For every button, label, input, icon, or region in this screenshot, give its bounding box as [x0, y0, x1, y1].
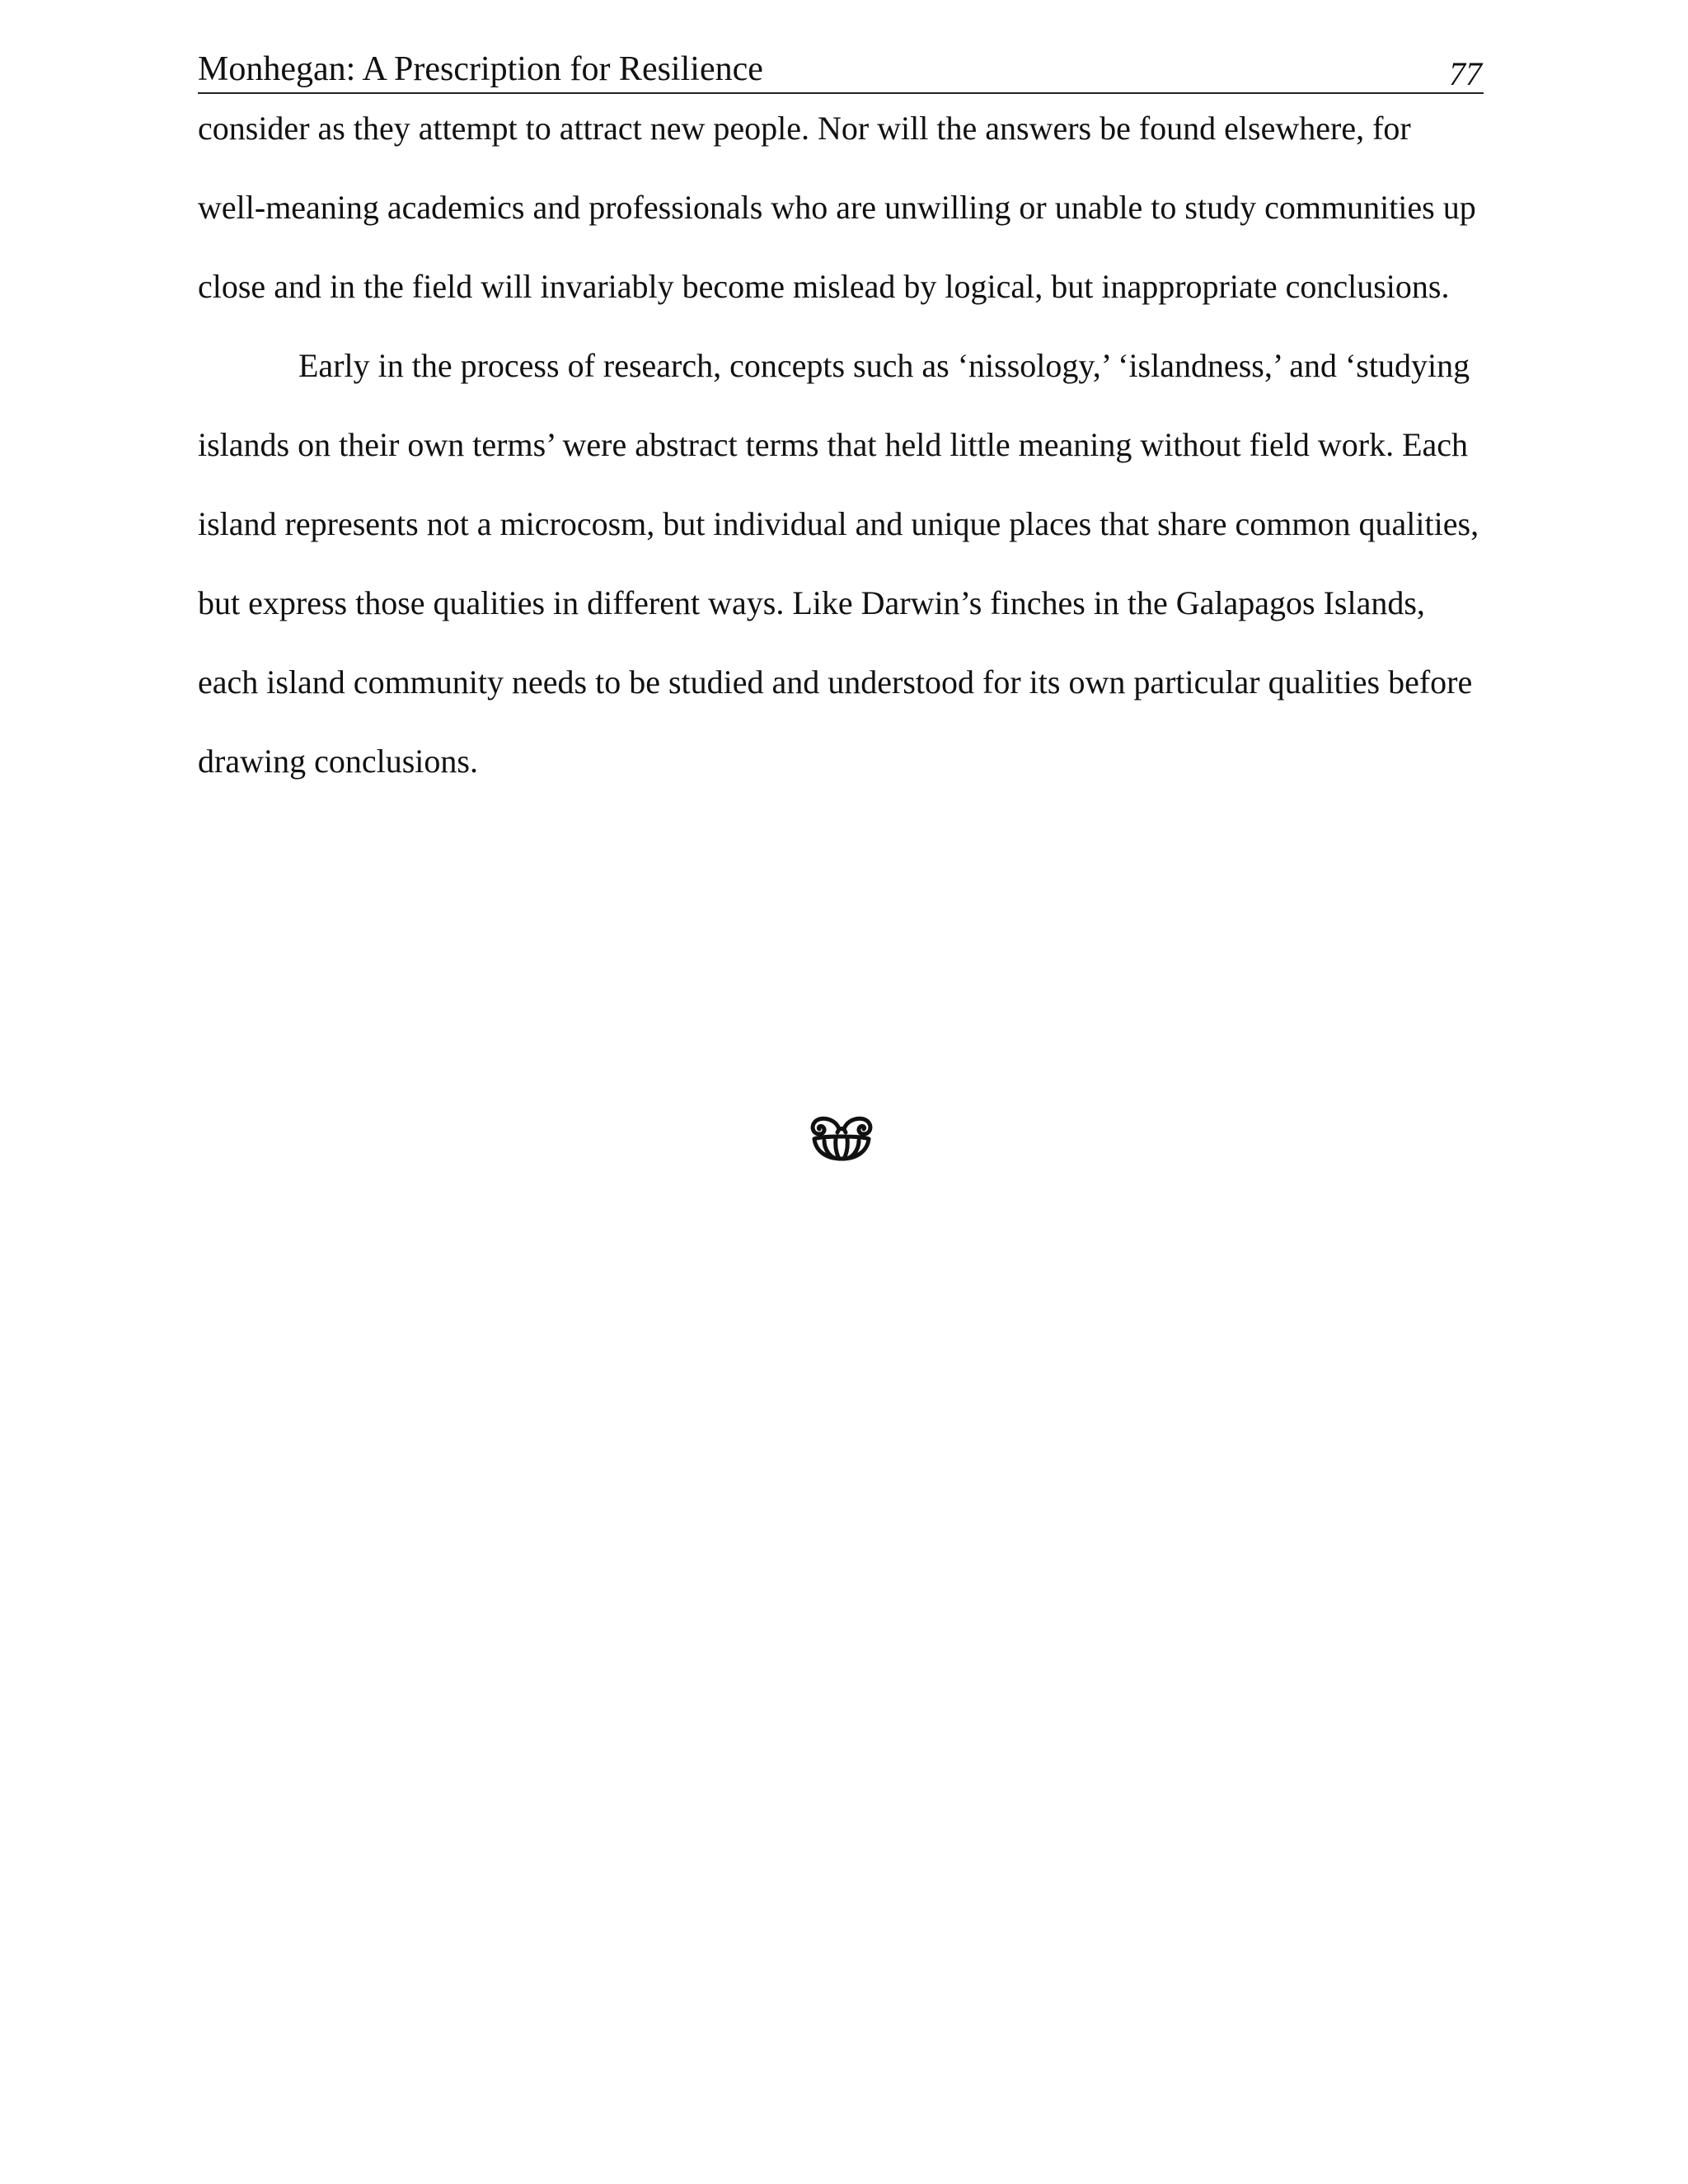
- text-line: close and in the field will invariably become mislead by logical, but inappropriate conclusions.: [198, 268, 1450, 305]
- running-title: Monhegan: A Prescription for Resilience: [198, 50, 763, 88]
- text-line: well-meaning academics and professionals who are unwilling or unable to study communities up: [198, 189, 1476, 226]
- text-line: islands on their own terms’ were abstract terms that held little meaning without field work. Each: [198, 426, 1469, 463]
- text-line: but express those qualities in different ways. Like Darwin’s finches in the Galapagos Islands,: [198, 584, 1425, 621]
- text-line: Early in the process of research, concepts such as ‘nissology,’ ‘islandness,’ and ‘studying: [298, 347, 1470, 384]
- text-line: drawing conclusions.: [198, 743, 478, 780]
- text-line: each island community needs to be studied and understood for its own particular qualities before: [198, 663, 1473, 701]
- text-line: island represents not a microcosm, but individual and unique places that share common qualities,: [198, 505, 1479, 542]
- page-number: 77: [1449, 55, 1482, 92]
- body-text: [198, 89, 1490, 801]
- shell-ornament-icon: [808, 1111, 875, 1162]
- running-header: [198, 46, 1484, 94]
- text-line: consider as they attempt to attract new people. Nor will the answers be found elsewhere, for: [198, 110, 1411, 147]
